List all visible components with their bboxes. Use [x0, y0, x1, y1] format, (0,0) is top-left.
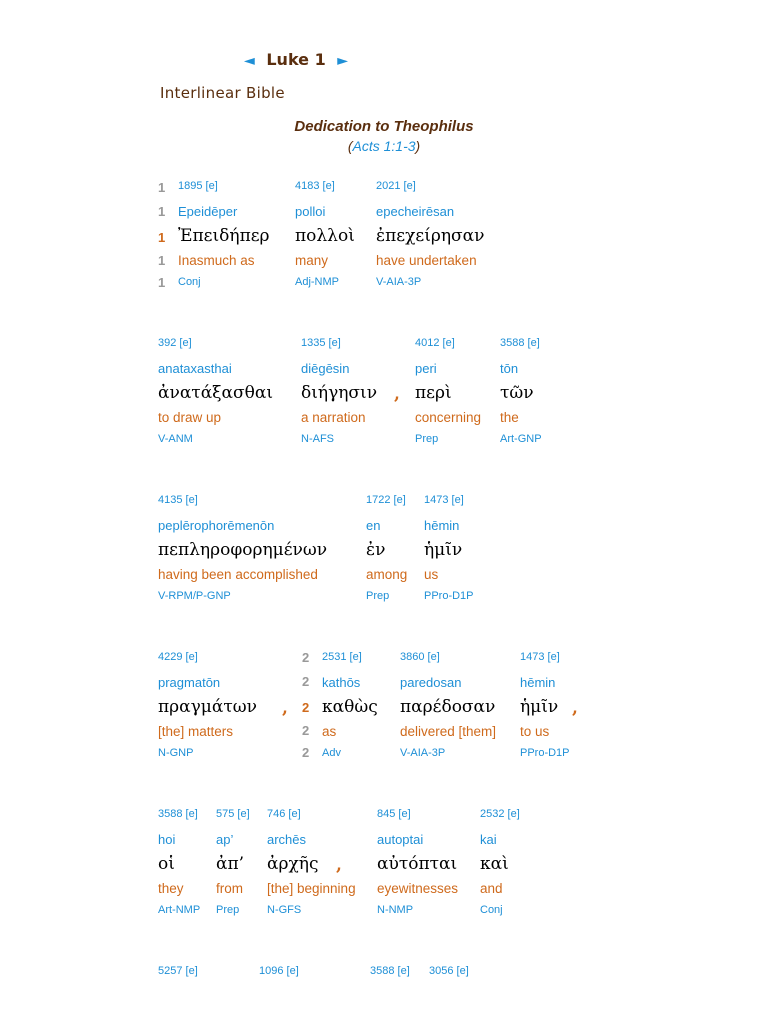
greek-word: Ἐπειδήπερ [178, 226, 270, 246]
interlinear-word [366, 490, 407, 606]
comma-punctuation: , [572, 698, 578, 718]
english-gloss: many [295, 253, 329, 268]
strongs-link[interactable]: 4135 [e] [158, 494, 198, 506]
parsing-link[interactable]: Prep [415, 433, 439, 445]
verse-number: 1 [158, 204, 166, 219]
strongs-link[interactable]: 1895 [e] [178, 180, 218, 192]
comma-punctuation: , [336, 855, 342, 875]
strongs-link[interactable]: 2021 [e] [376, 180, 416, 192]
interlinear-word [400, 647, 496, 763]
strongs-link[interactable]: 575 [e] [216, 808, 250, 820]
transliteration[interactable]: kathōs [322, 675, 361, 690]
parsing-link[interactable]: Adv [322, 747, 341, 759]
verse-number: 2 [302, 650, 310, 665]
transliteration[interactable]: hēmin [424, 518, 460, 533]
greek-word: ἐπεχείρησαν [376, 226, 485, 246]
strongs-link[interactable]: 1473 [e] [424, 494, 464, 506]
english-gloss: a narration [301, 410, 366, 425]
parsing-link[interactable]: Prep [216, 904, 240, 916]
greek-word: πολλοὶ [295, 226, 355, 246]
interlinear-word [267, 804, 356, 920]
greek-word: περὶ [415, 383, 452, 403]
comma-punctuation: , [282, 698, 288, 718]
strongs-link[interactable]: 2531 [e] [322, 651, 362, 663]
parsing-link[interactable]: Art-GNP [500, 433, 542, 445]
interlinear-word [500, 333, 542, 449]
parsing-link[interactable]: V-RPM/P-GNP [158, 590, 231, 602]
transliteration[interactable]: paredosan [400, 675, 462, 690]
greek-word: τῶν [500, 383, 534, 403]
greek-word: διήγησιν [301, 383, 378, 403]
parsing-link[interactable]: Art-NMP [158, 904, 201, 916]
verse-number: 2 [302, 700, 310, 715]
parsing-link[interactable]: N-NMP [377, 904, 414, 916]
greek-word: ἀνατάξασθαι [158, 383, 274, 403]
strongs-link[interactable]: 2532 [e] [480, 808, 520, 820]
greek-word: ἡμῖν [424, 540, 463, 560]
cross-reference [0, 138, 768, 154]
english-gloss: and [480, 881, 503, 896]
strongs-link[interactable]: 3588 [e] [158, 808, 198, 820]
strongs-link[interactable]: 1096 [e] [259, 965, 299, 977]
verse-number: 1 [158, 230, 166, 245]
greek-word: πεπληροφορημένων [158, 540, 328, 560]
parsing-link[interactable]: PPro-D1P [520, 747, 570, 759]
parsing-link[interactable]: Conj [178, 276, 201, 288]
strongs-link[interactable]: 5257 [e] [158, 965, 198, 977]
verse-number: 2 [302, 723, 310, 738]
interlinear-word [415, 333, 481, 449]
transliteration[interactable]: anataxasthai [158, 361, 232, 376]
interlinear-word [376, 176, 484, 292]
parsing-link[interactable]: N-AFS [301, 433, 334, 445]
cross-ref-link[interactable]: Acts 1:1-3 [352, 138, 416, 154]
interlinear-word [259, 961, 299, 983]
strongs-link[interactable]: 3056 [e] [429, 965, 469, 977]
transliteration[interactable]: archēs [267, 832, 307, 847]
cross-ref-close-paren: ) [415, 138, 421, 154]
transliteration[interactable]: hoi [158, 832, 176, 847]
interlinear-word [158, 490, 327, 606]
transliteration[interactable]: epecheirēsan [376, 204, 455, 219]
verse-number-2 [302, 648, 309, 764]
transliteration[interactable]: pragmatōn [158, 675, 221, 690]
interlinear-word [158, 804, 200, 920]
transliteration[interactable]: autoptai [377, 832, 424, 847]
greek-word: ἐν [366, 540, 386, 560]
parsing-link[interactable]: Adj-NMP [295, 276, 340, 288]
interlinear-word [158, 647, 257, 763]
transliteration[interactable]: kai [480, 832, 497, 847]
interlinear-word [178, 176, 270, 292]
section-title: Dedication to Theophilus [294, 118, 474, 135]
english-gloss: they [158, 881, 184, 896]
transliteration[interactable]: diēgēsin [301, 361, 350, 376]
english-gloss: us [424, 567, 439, 582]
interlinear-word [158, 333, 273, 449]
parsing-link[interactable]: Conj [480, 904, 503, 916]
strongs-link[interactable]: 392 [e] [158, 337, 192, 349]
prev-chapter-arrow-icon[interactable]: ◄ [244, 53, 255, 69]
greek-word: πραγμάτων [158, 697, 257, 717]
english-gloss: delivered [them] [400, 724, 497, 739]
interlinear-word [377, 804, 458, 920]
chapter-nav [244, 50, 348, 69]
verse-number: 1 [158, 253, 166, 268]
transliteration[interactable]: polloi [295, 204, 326, 219]
parsing-link[interactable]: V-ANM [158, 433, 193, 445]
transliteration[interactable]: ap’ [216, 832, 234, 847]
english-gloss: concerning [415, 410, 482, 425]
verse-number-1 [158, 178, 165, 294]
english-gloss: [the] matters [158, 724, 234, 739]
english-gloss: having been accomplished [158, 567, 318, 582]
interlinear-word [370, 961, 410, 983]
interlinear-word [295, 176, 355, 292]
transliteration[interactable]: en [366, 518, 381, 533]
interlinear-word [424, 490, 474, 606]
english-gloss: as [322, 724, 337, 739]
greek-word: ἡμῖν [520, 697, 559, 717]
greek-word: αὐτόπται [377, 854, 458, 874]
strongs-link[interactable]: 845 [e] [377, 808, 411, 820]
parsing-link[interactable]: N-GNP [158, 747, 194, 759]
page-subtitle: Interlinear Bible [160, 84, 285, 102]
transliteration[interactable]: peplērophorēmenōn [158, 518, 275, 533]
transliteration[interactable]: tōn [500, 361, 519, 376]
strongs-link[interactable]: 1473 [e] [520, 651, 560, 663]
parsing-link[interactable]: Prep [366, 590, 390, 602]
strongs-link[interactable]: 4229 [e] [158, 651, 198, 663]
strongs-link[interactable]: 4012 [e] [415, 337, 455, 349]
greek-word: ἀπ’ [216, 854, 245, 874]
next-chapter-arrow-icon[interactable]: ► [337, 53, 349, 69]
comma-punctuation: , [394, 384, 400, 404]
verse-number: 1 [158, 275, 166, 290]
cross-ref-open-paren: ( [347, 138, 353, 154]
strongs-link[interactable]: 3588 [e] [500, 337, 540, 349]
strongs-link[interactable]: 4183 [e] [295, 180, 335, 192]
parsing-link[interactable]: PPro-D1P [424, 590, 474, 602]
english-gloss: Inasmuch as [178, 253, 255, 268]
greek-word: καθὼς [322, 697, 378, 717]
verse-number: 1 [158, 180, 166, 195]
english-gloss: to draw up [158, 410, 222, 425]
verse-number: 2 [302, 745, 310, 760]
transliteration[interactable]: peri [415, 361, 437, 376]
interlinear-word [429, 961, 469, 983]
strongs-link[interactable]: 3588 [e] [370, 965, 410, 977]
strongs-link[interactable]: 1335 [e] [301, 337, 341, 349]
interlinear-word [520, 647, 570, 763]
chapter-title[interactable]: Luke 1 [266, 50, 326, 69]
english-gloss: the [500, 410, 519, 425]
greek-word: καὶ [480, 854, 509, 874]
english-gloss: among [366, 567, 408, 582]
parsing-link[interactable]: V-AIA-3P [376, 276, 422, 288]
english-gloss: from [216, 881, 243, 896]
interlinear-word [322, 647, 378, 763]
english-gloss: have undertaken [376, 253, 477, 268]
greek-word: παρέδοσαν [400, 697, 496, 717]
english-gloss: [the] beginning [267, 881, 356, 896]
strongs-link[interactable]: 746 [e] [267, 808, 301, 820]
interlinear-word [480, 804, 520, 920]
strongs-link[interactable]: 1722 [e] [366, 494, 406, 506]
english-gloss: eyewitnesses [377, 881, 459, 896]
transliteration[interactable]: hēmin [520, 675, 556, 690]
english-gloss: to us [520, 724, 550, 739]
interlinear-word [216, 804, 250, 920]
transliteration[interactable]: Epeidēper [178, 204, 238, 219]
interlinear-word [158, 961, 198, 983]
parsing-link[interactable]: N-GFS [267, 904, 302, 916]
greek-word: ἀρχῆς [267, 854, 319, 874]
verse-number: 2 [302, 674, 310, 689]
parsing-link[interactable]: V-AIA-3P [400, 747, 446, 759]
interlinear-word [301, 333, 377, 449]
strongs-link[interactable]: 3860 [e] [400, 651, 440, 663]
greek-word: οἱ [158, 854, 175, 874]
